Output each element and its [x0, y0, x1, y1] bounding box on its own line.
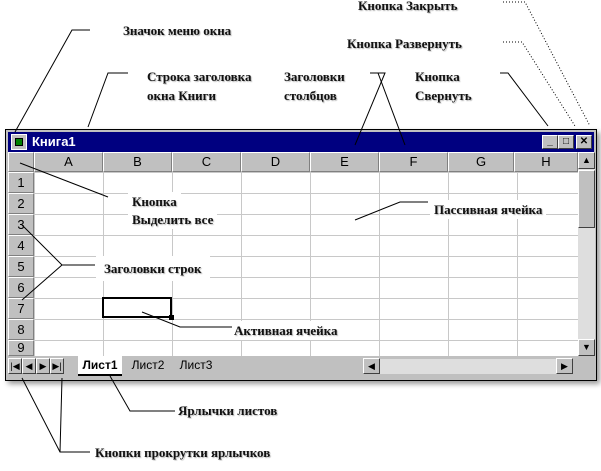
- window-title: Книга1: [32, 134, 76, 149]
- column-header-e[interactable]: E: [310, 152, 379, 172]
- label-passive-cell: Пассивная ячейка: [430, 200, 546, 219]
- label-column-headers-2: столбцов: [284, 88, 337, 103]
- label-select-all-2: Выделить все: [128, 210, 217, 229]
- row-header-3[interactable]: 3: [8, 214, 34, 235]
- scroll-right-icon[interactable]: ▶: [556, 358, 573, 374]
- row-header-4[interactable]: 4: [8, 235, 34, 256]
- label-maximize-button: Кнопка Развернуть: [347, 36, 462, 51]
- label-active-cell: Активная ячейка: [230, 321, 341, 340]
- column-header-a[interactable]: A: [34, 152, 103, 172]
- row-header-7[interactable]: 7: [8, 298, 34, 319]
- row-header-6[interactable]: 6: [8, 277, 34, 298]
- column-header-b[interactable]: B: [103, 152, 172, 172]
- label-close-button: Кнопка Закрыть: [358, 0, 458, 13]
- window-menu-icon[interactable]: [11, 134, 27, 150]
- select-all-button[interactable]: [8, 152, 34, 172]
- column-header-f[interactable]: F: [379, 152, 448, 172]
- column-header-h[interactable]: H: [514, 152, 578, 172]
- previous-sheet-icon[interactable]: ◀: [22, 358, 36, 374]
- column-header-g[interactable]: G: [448, 152, 514, 172]
- scroll-up-icon[interactable]: ▲: [578, 152, 595, 169]
- title-bar[interactable]: [8, 132, 594, 152]
- column-header-c[interactable]: C: [172, 152, 241, 172]
- scroll-left-icon[interactable]: ◀: [363, 358, 380, 374]
- label-select-all-1: Кнопка: [128, 192, 181, 211]
- active-cell[interactable]: [102, 297, 172, 318]
- label-minimize-2: Свернуть: [415, 88, 472, 103]
- last-sheet-icon[interactable]: ▶|: [50, 358, 64, 374]
- label-title-bar-1: Строка заголовка: [147, 69, 252, 84]
- sheet-tab-bar: [8, 356, 595, 376]
- row-header-9[interactable]: 9: [8, 340, 34, 356]
- column-header-d[interactable]: D: [241, 152, 310, 172]
- sheet-tab-3[interactable]: Лист3: [179, 358, 213, 372]
- sheet-tab-1[interactable]: Лист1: [78, 356, 122, 376]
- vertical-scroll-thumb[interactable]: [578, 170, 595, 228]
- label-minimize-1: Кнопка: [415, 69, 460, 84]
- row-header-5[interactable]: 5: [8, 256, 34, 277]
- row-header-1[interactable]: 1: [8, 172, 34, 193]
- sheet-tab-2[interactable]: Лист2: [131, 358, 165, 372]
- label-row-headers: Заголовки строк: [96, 256, 210, 281]
- horizontal-scrollbar[interactable]: [363, 359, 573, 374]
- row-header-8[interactable]: 8: [8, 319, 34, 340]
- label-tab-scroll-buttons: Кнопки прокрутки ярлычков: [95, 445, 271, 460]
- row-header-2[interactable]: 2: [8, 193, 34, 214]
- first-sheet-icon[interactable]: |◀: [8, 358, 22, 374]
- label-column-headers-1: Заголовки: [284, 69, 345, 84]
- scroll-down-icon[interactable]: ▼: [578, 339, 595, 356]
- label-title-bar-2: окна Книги: [147, 88, 217, 103]
- label-sheet-tabs: Ярлычки листов: [178, 403, 278, 418]
- label-window-menu-icon: Значок меню окна: [123, 23, 232, 38]
- vertical-scrollbar[interactable]: [578, 152, 595, 356]
- minimize-button[interactable]: _: [542, 135, 558, 149]
- maximize-button[interactable]: □: [558, 135, 574, 149]
- next-sheet-icon[interactable]: ▶: [36, 358, 50, 374]
- close-button[interactable]: ✕: [576, 135, 592, 149]
